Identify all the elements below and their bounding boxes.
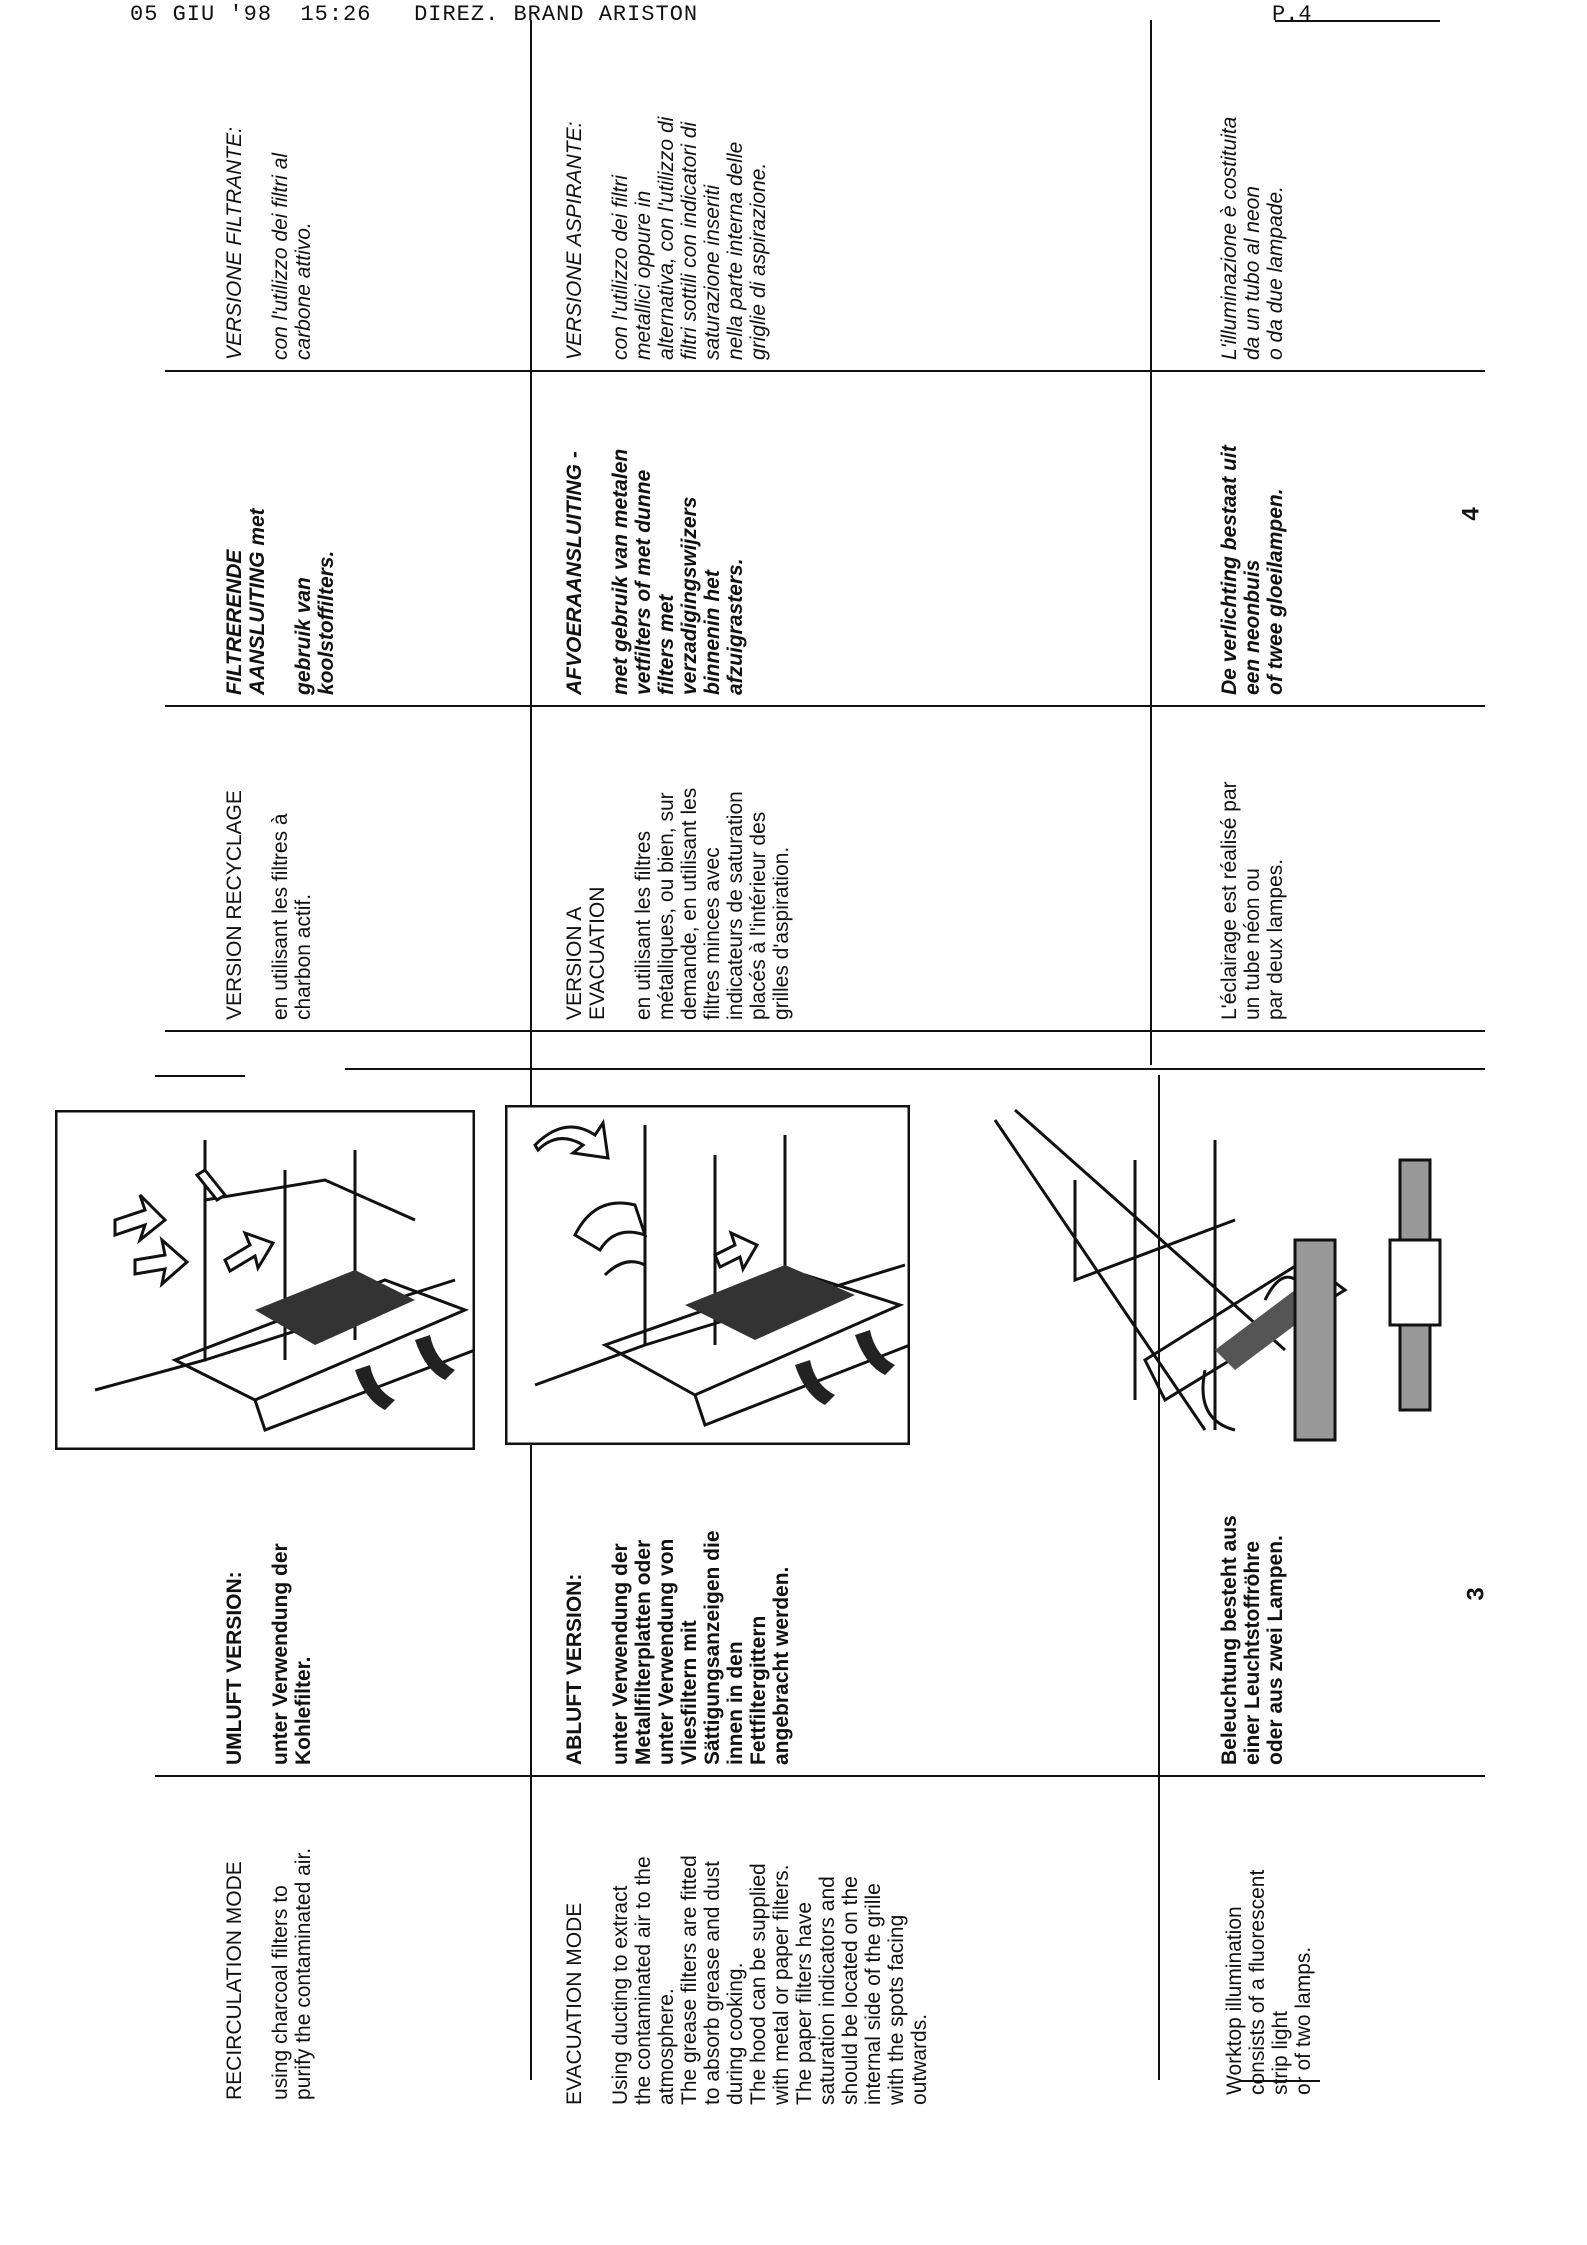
recirculation-it-body: con l'utilizzo dei filtri al carbone attivo. [269,152,315,360]
evacuation-fr-body: en utilisant les filtres métalliques, ou bien, sur demande, en utilisant les filtres minces avec indicateurs de saturation placés à l'intérieur des grilles d'aspiration. [632,787,793,1020]
recirculation-it-title: VERSIONE FILTRANTE: [223,127,246,360]
recirculation-en-title: RECIRCULATION MODE [223,1861,246,2100]
recirculation-de [200,1445,315,1765]
recirculation-en-body: using charcoal filters to purify the contaminated air. [269,1847,315,2100]
recirculation-de-body: unter Verwendung der Kohlefilter. [269,1543,315,1765]
recirculation-nl-body: gebruik van koolstoffilters. [292,550,338,695]
illumination-it [1195,30,1287,360]
fax-sender: DIREZ. BRAND ARISTON [414,2,699,27]
grid-line [530,20,532,2080]
evacuation-it-body: con l'utilizzo dei filtri metallici oppure in alternativa, con l'utilizzo di filtri sottili con indicatori di saturazione inseriti nella parte interna delle griglie di aspirazione. [609,116,770,360]
recirculation-fr-title: VERSION RECYCLAGE [223,790,246,1020]
evacuation-fr-title: VERSION A EVACUATION [563,886,609,1020]
grid-line [155,1075,245,1077]
evacuation-de-body: unter Verwendung der Metallfilterplatten oder unter Verwendung von Vliesfiltern mit Sättigungsanzeigen die innen in den Fettfiltergittern angebracht werden. [609,1530,793,1765]
header-rule [1275,20,1440,22]
illumination-en-body: Worktop illumination consists of a fluorescent strip light or of two lamps. [1223,1869,1315,2095]
grid-line [165,1030,1485,1032]
recirculation-en [200,1770,315,2100]
illumination-de [1195,1465,1287,1765]
illumination-fr-body: L'éclairage est réalisé par un tube néon ou par deux lampes. [1218,781,1287,1020]
recirculation-it [200,30,315,360]
evacuation-nl-title: AFVOERAANSLUITING - [563,451,586,695]
illumination-nl-body: De verlichting bestaat uit een neonbuis of twee gloeilampen. [1218,445,1287,695]
recirculation-fr-body: en utilisant les filtres à charbon actif. [269,813,315,1020]
evacuation-en-body: Using ducting to extract the contaminated air to the atmosphere. The grease filters are fitted to absorb grease and dust during cooking. The hood can be supplied with metal or paper filters. The paper filters have saturation indicators and should be located on the internal side of the grille with the spots facing outwards. [609,1855,931,2105]
evacuation-hood-illustration [505,1105,910,1445]
page-number-right: 4 [1457,507,1485,521]
recirculation-nl [200,375,338,695]
evacuation-it-title: VERSIONE ASPIRANTE: [563,121,586,360]
illumination-fr [1195,700,1287,1020]
illumination-it-body: L'illuminazione è costituita da un tubo al neon o da due lampade. [1218,116,1287,360]
fax-time: 15:26 [300,2,372,27]
grid-line [165,705,1485,707]
evacuation-fr [540,700,793,1020]
recirculation-de-title: UMLUFT VERSION: [223,1571,246,1765]
grid-line [165,370,1485,372]
recirculation-fr [200,700,315,1020]
illumination-de-body: Beleuchtung besteht aus einer Leuchtstoffröhre oder aus zwei Lampen. [1218,1515,1287,1765]
evacuation-en-title: EVACUATION MODE [563,1902,586,2105]
fax-date: 05 GIU '98 [130,2,273,27]
evacuation-de [540,1465,793,1765]
grid-line [345,1068,1485,1070]
illumination-nl [1195,375,1287,695]
evacuation-de-title: ABLUFT VERSION: [563,1573,586,1765]
fax-page-number: P.4 [1272,2,1312,27]
evacuation-it [540,30,770,360]
recirculation-hood-illustration [55,1110,475,1450]
illumination-illustration [975,1100,1480,1470]
grid-line [1150,20,1152,1065]
page-number-left: 3 [1462,1587,1490,1601]
illumination-en [1200,1795,1315,2095]
evacuation-nl-body: met gebruik van metalen vetfilters of met dunne filters met verzadigingswijzers binnenin het afzuigrasters. [609,448,747,695]
fax-header [130,2,698,27]
evacuation-en [540,1755,931,2105]
evacuation-nl [540,375,747,695]
recirculation-nl-title: FILTRERENDE AANSLUITING met [223,508,269,695]
